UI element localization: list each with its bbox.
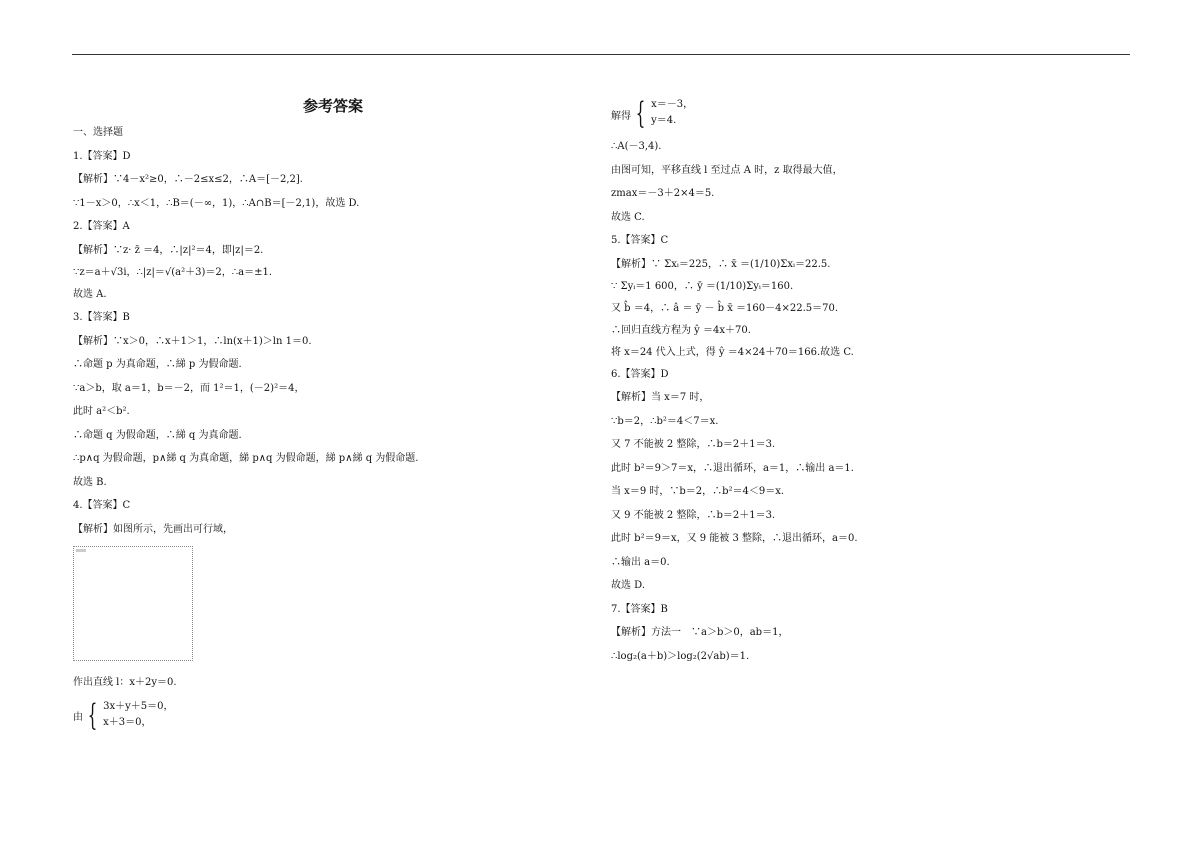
solution-system: [611, 98, 1091, 130]
answer-line: ∴A(－3,4).: [611, 141, 662, 152]
answer-line: ∴p∧q 为假命题，p∧綈 q 为真命题，綈 p∧q 为假命题，綈 p∧綈 q 为假命题.: [73, 453, 419, 464]
answer-line: 【解析】如图所示，先画出可行域，: [73, 523, 233, 535]
equation-line: x＋3＝0，: [103, 716, 152, 728]
answer-line: 故选 A.: [73, 288, 107, 300]
right-column: [611, 98, 1091, 673]
answer-line: ∴命题 q 为假命题，∴綈 q 为真命题.: [73, 429, 242, 441]
left-column: [73, 95, 543, 742]
answer-line: ∵ Σyᵢ＝1 600，∴ ȳ ＝(1/10)Σyᵢ＝160.: [611, 280, 794, 292]
section-heading: 一、选择题: [73, 127, 123, 138]
answer-line: 作出直线 l：x＋2y＝0.: [73, 677, 177, 688]
answer-line: 4.【答案】C: [73, 500, 131, 511]
page-title: 参考答案: [302, 97, 363, 115]
answer-line: 1.【答案】D: [73, 150, 131, 162]
answer-line: ∴log₂(a＋b)＞log₂(2√ab)＝1.: [611, 650, 750, 662]
answer-line: 当 x＝9 时，∵b＝2，∴b²＝4＜9＝x.: [611, 486, 785, 497]
answer-line: 【解析】∵4－x²≥0，∴－2≤x≤2，∴A＝[－2,2].: [73, 174, 303, 185]
answer-line: ∵a＞b，取 a＝1，b＝－2，而 1²＝1，(－2)²＝4，: [73, 382, 305, 394]
system-prefix: 由: [73, 712, 83, 723]
answer-line: ∵b＝2，∴b²＝4＜7＝x.: [611, 415, 719, 427]
answer-line: 【解析】方法一 ∵a＞b＞0，ab＝1，: [611, 627, 789, 638]
answer-line: 3.【答案】B: [73, 312, 130, 323]
answer-line: 此时 a²＜b².: [73, 406, 130, 417]
answer-line: 【解析】∵ Σxᵢ＝225，∴ x̄ ＝(1/10)Σxᵢ＝22.5.: [611, 258, 831, 270]
equation-system: [73, 697, 543, 733]
left-brace-icon: {: [87, 697, 98, 733]
answer-line: ∵z＝a＋√3i，∴|z|＝√(a²＋3)＝2，∴a＝±1.: [73, 266, 273, 278]
equation-line: y＝4.: [651, 115, 677, 126]
answer-line: ∴回归直线方程为 ŷ ＝4x＋70.: [611, 324, 751, 336]
answer-line: 【解析】当 x＝7 时，: [611, 392, 710, 403]
answer-line: 5.【答案】C: [611, 235, 669, 246]
feasible-region-figure: [73, 546, 193, 661]
answer-line: 又 9 不能被 2 整除，∴b＝2＋1＝3.: [611, 509, 776, 521]
answer-line: 7.【答案】B: [611, 603, 668, 615]
answer-line: ∴输出 a＝0.: [611, 556, 670, 568]
answer-line: 又 b̂ ＝4，∴ â ＝ ȳ － b̂ x̄ ＝160－4×22.5＝70.: [611, 302, 839, 314]
answer-line: ∵1－x＞0，∴x＜1，∴B＝(－∞，1)，∴A∩B＝[－2,1)，故选 D.: [73, 197, 360, 209]
answer-line: ∴命题 p 为真命题，∴綈 p 为假命题.: [73, 359, 242, 370]
answer-line: 【解析】∵x＞0，∴x＋1＞1，∴ln(x＋1)＞ln 1＝0.: [73, 335, 312, 347]
answer-line: 由图可知，平移直线 l 至过点 A 时，z 取得最大值，: [611, 164, 843, 176]
system-prefix: 解得: [611, 110, 631, 122]
answer-line: 故选 D.: [611, 580, 646, 591]
answer-line: 2.【答案】A: [73, 221, 130, 232]
answer-line: 此时 b²＝9＝x，又 9 能被 3 整除，∴退出循环，a＝0.: [611, 533, 858, 544]
equation-line: x＝－3，: [651, 99, 694, 110]
equation-line: 3x＋y＋5＝0，: [103, 700, 174, 712]
left-brace-icon: {: [635, 96, 646, 131]
answer-line: 故选 C.: [611, 211, 645, 223]
answer-line: 6.【答案】D: [611, 368, 669, 380]
answer-line: zmax＝－3＋2×4＝5.: [611, 188, 715, 199]
answer-line: 此时 b²＝9＞7＝x，∴退出循环，a＝1，∴输出 a＝1.: [611, 462, 854, 474]
answer-line: 将 x＝24 代入上式，得 ŷ ＝4×24＋70＝166.故选 C.: [611, 346, 854, 358]
answer-line: 又 7 不能被 2 整除，∴b＝2＋1＝3.: [611, 439, 776, 450]
answer-line: 故选 B.: [73, 476, 107, 488]
header-rule: [72, 54, 1130, 55]
answer-line: 【解析】∵z· z̄ ＝4，∴|z|²＝4，即|z|＝2.: [73, 244, 264, 256]
